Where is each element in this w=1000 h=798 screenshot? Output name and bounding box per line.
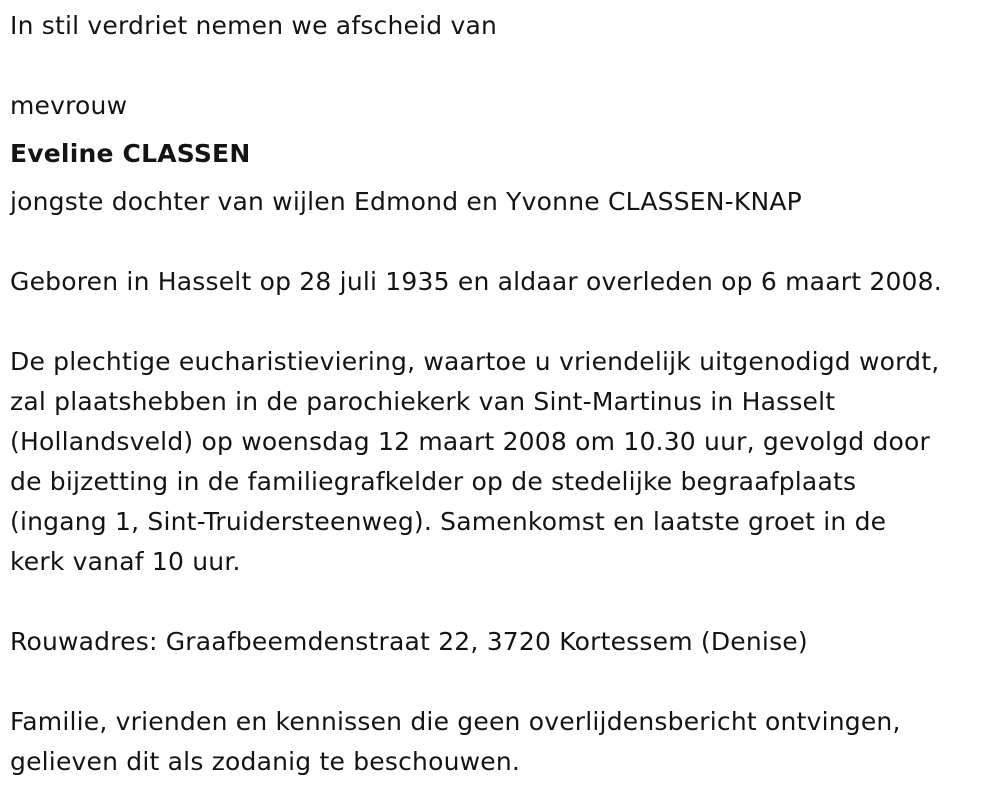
- deceased-name: Eveline CLASSEN: [10, 139, 251, 168]
- ceremony-line: De plechtige eucharistieviering, waartoe u vriendelijk uitgenodigd wordt,: [10, 347, 940, 376]
- intro-text: In stil verdriet nemen we afscheid van: [10, 11, 498, 40]
- ceremony-line: de bijzetting in de familiegrafkelder op de stedelijke begraafplaats: [10, 467, 857, 496]
- ceremony-line: (Hollandsveld) op woensdag 12 maart 2008 om 10.30 uur, gevolgd door: [10, 427, 931, 456]
- ceremony-line: kerk vanaf 10 uur.: [10, 547, 241, 576]
- birth-death-text: Geboren in Hasselt op 28 juli 1935 en aldaar overleden op 6 maart 2008.: [10, 267, 942, 296]
- ceremony-line: (ingang 1, Sint-Truidersteenweg). Samenkomst en laatste groet in de: [10, 507, 887, 536]
- family-relation: jongste dochter van wijlen Edmond en Yvonne CLASSEN-KNAP: [10, 187, 802, 216]
- honorific: mevrouw: [10, 91, 128, 120]
- ceremony-line: zal plaatshebben in de parochiekerk van Sint-Martinus in Hasselt: [10, 387, 836, 416]
- closing-line: gelieven dit als zodanig te beschouwen.: [10, 747, 521, 776]
- closing-line: Familie, vrienden en kennissen die geen overlijdensbericht ontvingen,: [10, 707, 901, 736]
- mourning-address: Rouwadres: Graafbeemdenstraat 22, 3720 Kortessem (Denise): [10, 627, 808, 656]
